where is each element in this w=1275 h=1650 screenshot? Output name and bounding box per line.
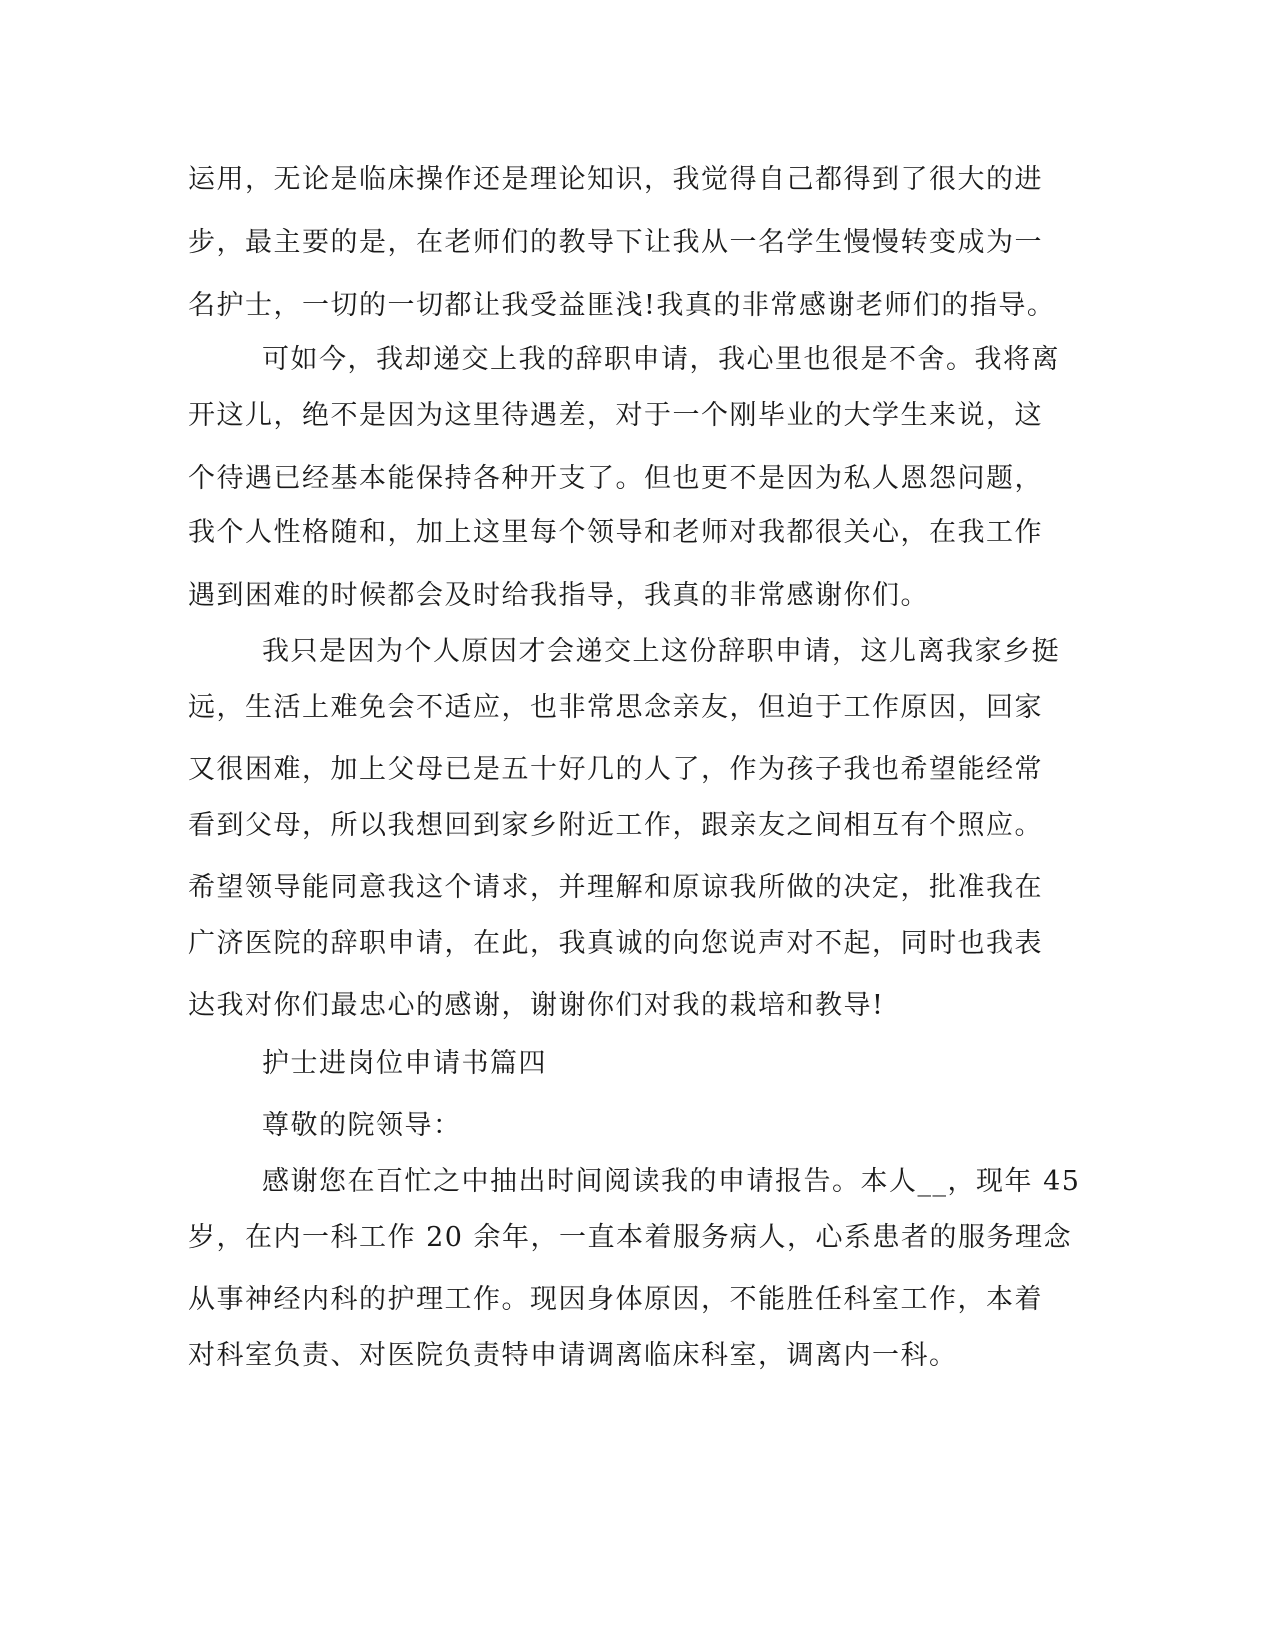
text-line: 看到父母，所以我想回到家乡附近工作，跟亲友之间相互有个照应。 [188, 810, 1043, 841]
text-line: 广济医院的辞职申请，在此，我真诚的向您说声对不起，同时也我表 [188, 928, 1043, 959]
text-line: 达我对你们最忠心的感谢，谢谢你们对我的栽培和教导! [188, 990, 885, 1021]
section-title: 护士进岗位申请书篇四 [262, 1048, 547, 1079]
text-line: 名护士，一切的一切都让我受益匪浅!我真的非常感谢老师们的指导。 [188, 290, 1056, 321]
paragraph-first-line: 感谢您在百忙之中抽出时间阅读我的申请报告。本人__，现年 45 [262, 1166, 1081, 1197]
text-line: 运用，无论是临床操作还是理论知识，我觉得自己都得到了很大的进 [188, 164, 1043, 195]
text-line: 步，最主要的是，在老师们的教导下让我从一名学生慢慢转变成为一 [188, 227, 1043, 258]
paragraph-first-line: 可如今，我却递交上我的辞职申请，我心里也很是不舍。我将离 [262, 344, 1060, 375]
text-line: 遇到困难的时候都会及时给我指导，我真的非常感谢你们。 [188, 580, 929, 611]
paragraph-first-line: 我只是因为个人原因才会递交上这份辞职申请，这儿离我家乡挺 [262, 636, 1060, 667]
text-line: 我个人性格随和，加上这里每个领导和老师对我都很关心，在我工作 [188, 517, 1043, 548]
text-line: 开这儿，绝不是因为这里待遇差，对于一个刚毕业的大学生来说，这 [188, 400, 1043, 431]
text-line: 希望领导能同意我这个请求，并理解和原谅我所做的决定，批准我在 [188, 872, 1043, 903]
text-line: 远，生活上难免会不适应，也非常思念亲友，但迫于工作原因，回家 [188, 692, 1043, 723]
text-line: 从事神经内科的护理工作。现因身体原因，不能胜任科室工作，本着 [188, 1284, 1043, 1315]
text-line: 又很困难，加上父母已是五十好几的人了，作为孩子我也希望能经常 [188, 754, 1043, 785]
text-line: 个待遇已经基本能保持各种开支了。但也更不是因为私人恩怨问题， [188, 463, 1043, 494]
text-line: 对科室负责、对医院负责特申请调离临床科室，调离内一科。 [188, 1340, 958, 1371]
text-line: 岁，在内一科工作 20 余年，一直本着服务病人，心系患者的服务理念 [188, 1222, 1073, 1253]
salutation: 尊敬的院领导： [262, 1110, 462, 1141]
